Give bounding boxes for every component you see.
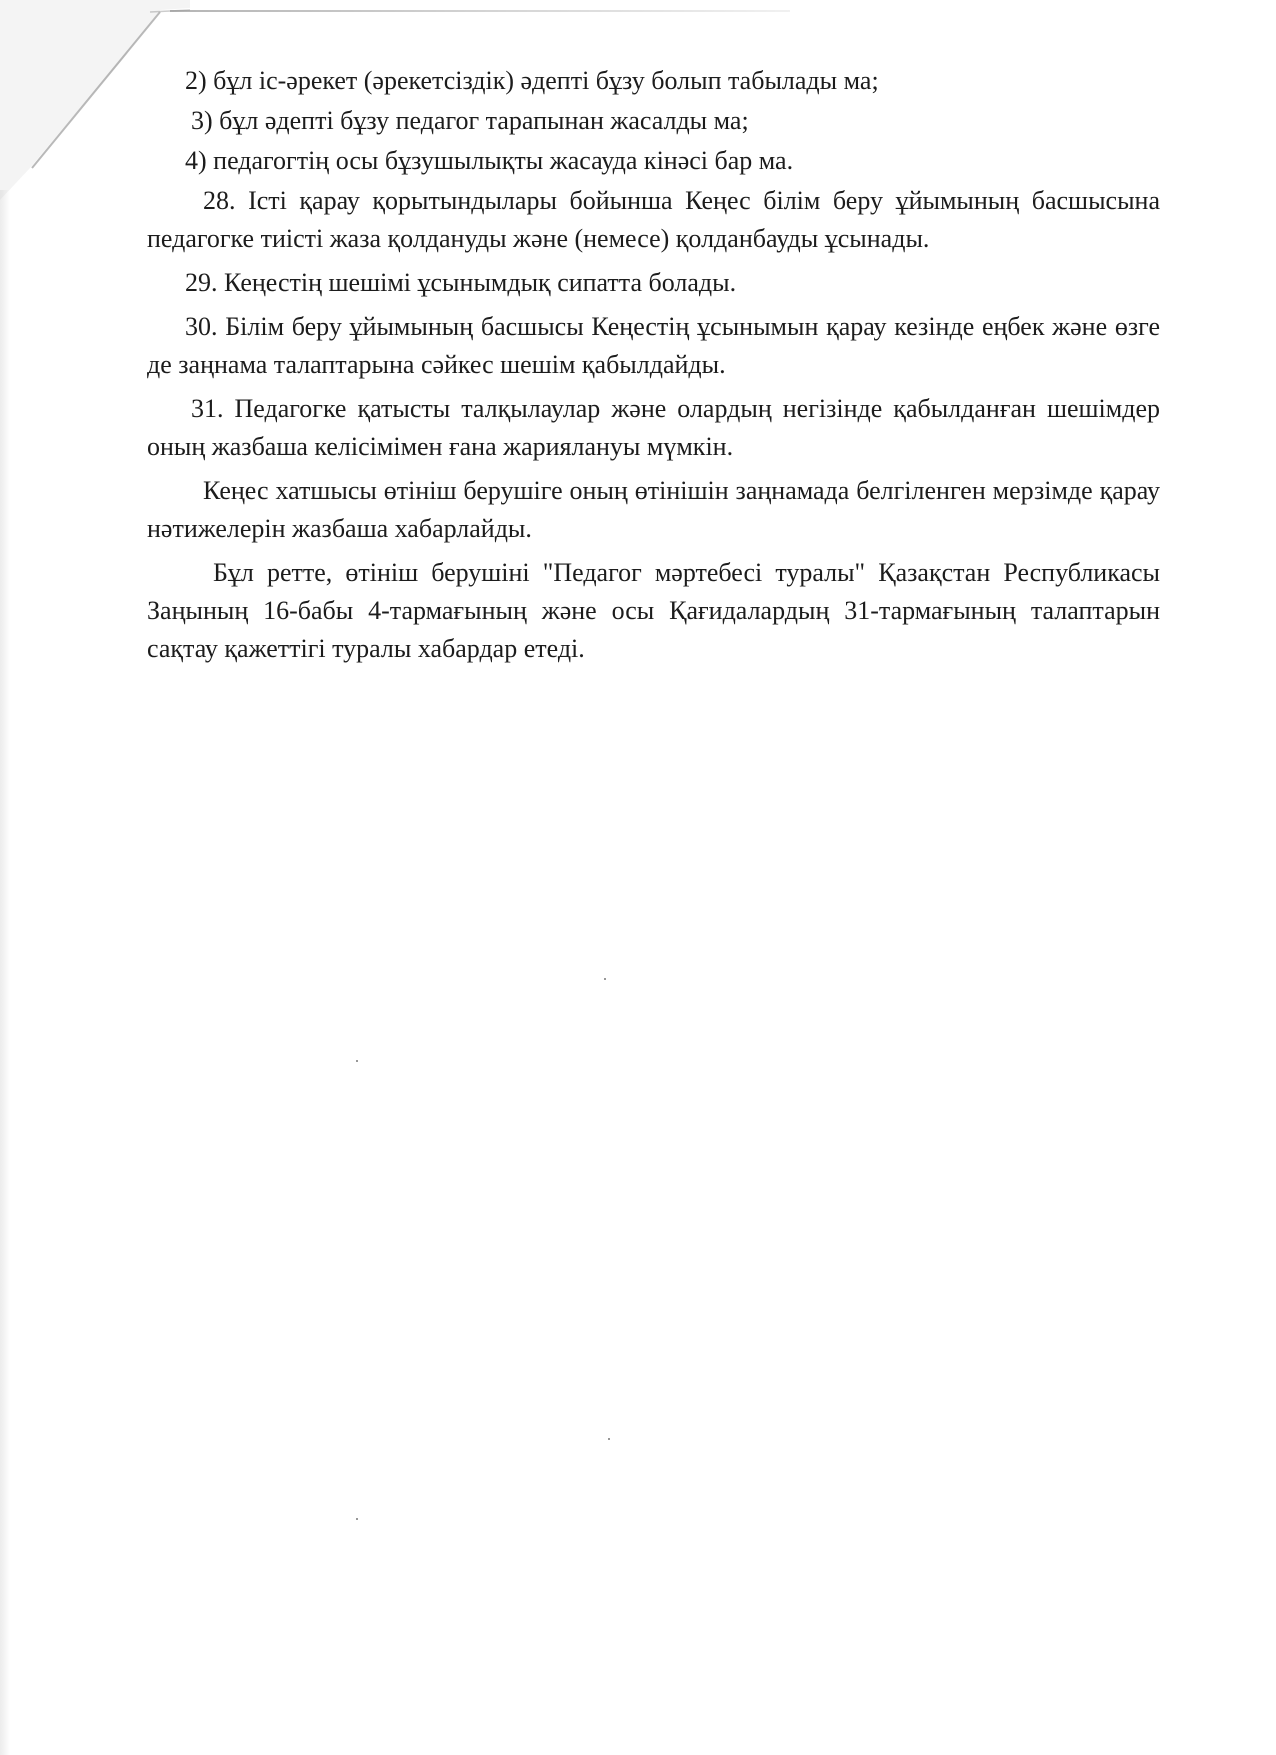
paragraph-31: 31. Педагогке қатысты талқылаулар және олардың негізінде қабылданған шешімдер оның жазбаша келісімімен ғана жариялануы мүмкін. — [147, 394, 1160, 461]
paragraph-28: 28. Істі қарау қорытындылары бойынша Кеңес білім беру ұйымының басшысына педагогке тиісті жаза қолдануды және (немесе) қолданбауды ұсынады. — [147, 186, 1160, 253]
scan-speck — [604, 978, 606, 980]
paragraph-item-2: 2) бұл іс-әрекет (әрекетсіздік) әдепті бұзу болып табылады ма; — [185, 66, 879, 95]
paragraph-item-4: 4) педагогтің осы бұзушылықты жасауда кінәсі бар ма. — [185, 146, 794, 175]
paragraph-item-3: 3) бұл әдепті бұзу педагог тарапынан жасалды ма; — [191, 106, 749, 135]
scan-speck — [356, 1518, 358, 1520]
paragraph-applicant-notice: Бұл ретте, өтініш берушіні "Педагог мәртебесі туралы" Қазақстан Республикасы Заңының 16-бабы 4-тармағының және осы Қағидалардың 31-тармағының талаптарын сақтау қажеттігі туралы хабардар етеді. — [147, 558, 1160, 663]
document-body — [147, 62, 1160, 668]
paragraph-secretary-notice: Кеңес хатшысы өтініш берушіге оның өтінішін заңнамада белгіленген мерзімде қарау нәтижелерін жазбаша хабарлайды. — [147, 476, 1160, 543]
paragraph-30: 30. Білім беру ұйымының басшысы Кеңестің ұсынымын қарау кезінде еңбек және өзге де заңнама талаптарына сәйкес шешім қабылдайды. — [147, 312, 1160, 379]
scan-top-edge — [170, 10, 790, 12]
scan-speck — [356, 1060, 358, 1062]
scan-speck — [608, 1438, 610, 1440]
paragraph-29: 29. Кеңестің шешімі ұсынымдық сипатта болады. — [185, 268, 737, 297]
scan-left-shadow — [0, 190, 10, 1755]
